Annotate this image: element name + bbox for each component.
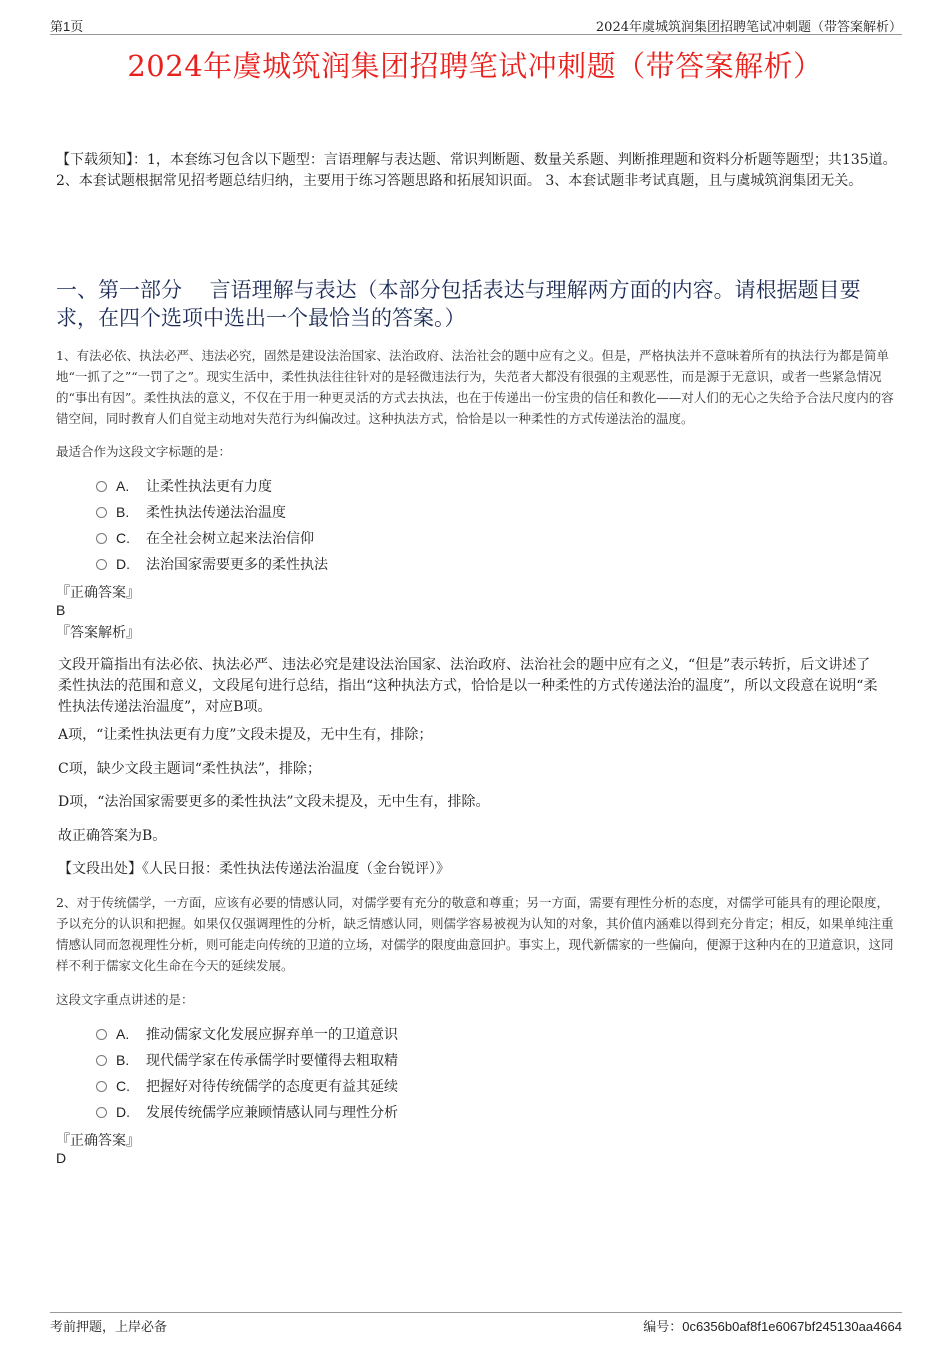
footer-code — [643, 1316, 902, 1335]
q1-analysis-label: 『答案解析』 — [56, 625, 140, 641]
q2-answer: D — [56, 1150, 67, 1166]
radio-icon[interactable] — [96, 507, 107, 518]
q2-question: 这段文字重点讲述的是： — [56, 992, 194, 1007]
q1-source: 【文段出处】《人民日报：柔性执法传递法治温度（金台锐评）》 — [58, 861, 450, 877]
radio-icon[interactable] — [96, 1029, 107, 1040]
document-title: 2024年虞城筑润集团招聘笔试冲刺题（带答案解析） — [127, 49, 823, 83]
radio-icon[interactable] — [96, 1055, 107, 1066]
q1-analysis-a: A项，“让柔性执法更有力度”文段未提及，无中生有，排除； — [58, 727, 433, 743]
q1-analysis-conclusion: 故正确答案为B。 — [58, 828, 167, 844]
radio-icon[interactable] — [96, 1107, 107, 1118]
q1-option-a[interactable]: A. 让柔性执法更有力度 — [96, 476, 272, 496]
footer-slogan: 考前押题，上岸必备 — [50, 1320, 168, 1335]
q2-answer-label: 『正确答案』 — [56, 1133, 140, 1149]
q1-option-b[interactable]: B. 柔性执法传递法治温度 — [96, 502, 286, 522]
section-title: 一、第一部分 言语理解与表达（本部分包括表达与理解两方面的内容。请根据题目要求，在四个选项中选出一个最恰当的答案。） — [56, 278, 861, 330]
page-footer — [50, 1312, 902, 1335]
q2-option-c[interactable]: C. 把握好对待传统儒学的态度更有益其延续 — [96, 1076, 398, 1096]
q2-option-d[interactable]: D. 发展传统儒学应兼顾情感认同与理性分析 — [96, 1102, 398, 1122]
q2-passage: 2、对于传统儒学，一方面，应该有必要的情感认同，对儒学要有充分的敬意和尊重；另一方面，需要有理性分析的态度，对儒学可能具有的理论限度，予以充分的认识和把握。如果仅仅强调理性的分析，缺乏情感认同，则儒学容易被视为认知的对象，其价值内涵难以得到充分肯定；相反，如果单纯注重情感认同而忽视理性分析，则可能走向传统的卫道的立场，对儒学的限度曲意回护。事实上，现代新儒家的一些偏向，便源于这种内在的卫道意识，这同样不利于儒家文化生命在今天的延续发展。 — [56, 895, 894, 973]
q1-answer: B — [56, 602, 66, 618]
radio-icon[interactable] — [96, 559, 107, 570]
q1-option-d[interactable]: D. 法治国家需要更多的柔性执法 — [96, 554, 328, 574]
q1-option-c[interactable]: C. 在全社会树立起来法治信仰 — [96, 528, 314, 548]
page-header — [50, 14, 902, 35]
radio-icon[interactable] — [96, 533, 107, 544]
footer-code-value: 0c6356b0af8f1e6067bf245130aa4664 — [682, 1319, 902, 1334]
q1-analysis-c: C项，缺少文段主题词“柔性执法”，排除； — [58, 761, 322, 777]
radio-icon[interactable] — [96, 481, 107, 492]
q1-question: 最适合作为这段文字标题的是： — [56, 444, 232, 459]
download-notice: 【下载须知】：1，本套练习包含以下题型：言语理解与表达题、常识判断题、数量关系题、判断推理题和资料分析题等题型；共135道。 2、本套试题根据常见招考题总结归纳，主要用于练习答题思路和拓展知识面。 3、本套试题非考试真题，且与虞城筑润集团无关。 — [56, 152, 897, 189]
q1-answer-label: 『正确答案』 — [56, 585, 140, 601]
header-doc-title: 2024年虞城筑润集团招聘笔试冲刺题（带答案解析） — [595, 20, 902, 35]
q1-passage: 1、有法必依、执法必严、违法必究，固然是建设法治国家、法治政府、法治社会的题中应有之义。但是，严格执法并不意味着所有的执法行为都是简单地“一抓了之”“一罚了之”。现实生活中，柔性执法往往针对的是轻微违法行为，失范者大都没有很强的主观恶性，而是源于无意识，或者一些紧急情况的“事出有因”。柔性执法的意义，不仅在于用一种更灵活的方式去执法，也在于传递出一份宝贵的信任和教化——对人们的无心之失给予合法尺度内的容错空间，同时教育人们自觉主动地对失范行为纠偏改过。这种执法方式，恰恰是以一种柔性的方式传递法治的温度。 — [56, 348, 894, 426]
page-number: 第1页 — [50, 19, 84, 34]
footer-code-label: 编号： — [643, 1320, 683, 1335]
q1-analysis-d: D项，“法治国家需要更多的柔性执法”文段未提及，无中生有，排除。 — [58, 794, 490, 810]
radio-icon[interactable] — [96, 1081, 107, 1092]
q2-option-a[interactable]: A. 推动儒家文化发展应摒弃单一的卫道意识 — [96, 1024, 398, 1044]
q1-analysis-main: 文段开篇指出有法必依、执法必严、违法必究是建设法治国家、法治政府、法治社会的题中应有之义，“但是”表示转折，后文讲述了柔性执法的范围和意义，文段尾句进行总结，指出“这种执法方式，恰恰是以一种柔性的方式传递法治的温度”，所以文段意在说明“柔性执法传递法治温度”，对应B项。 — [58, 657, 878, 715]
q2-option-b[interactable]: B. 现代儒学家在传承儒学时要懂得去粗取精 — [96, 1050, 398, 1070]
